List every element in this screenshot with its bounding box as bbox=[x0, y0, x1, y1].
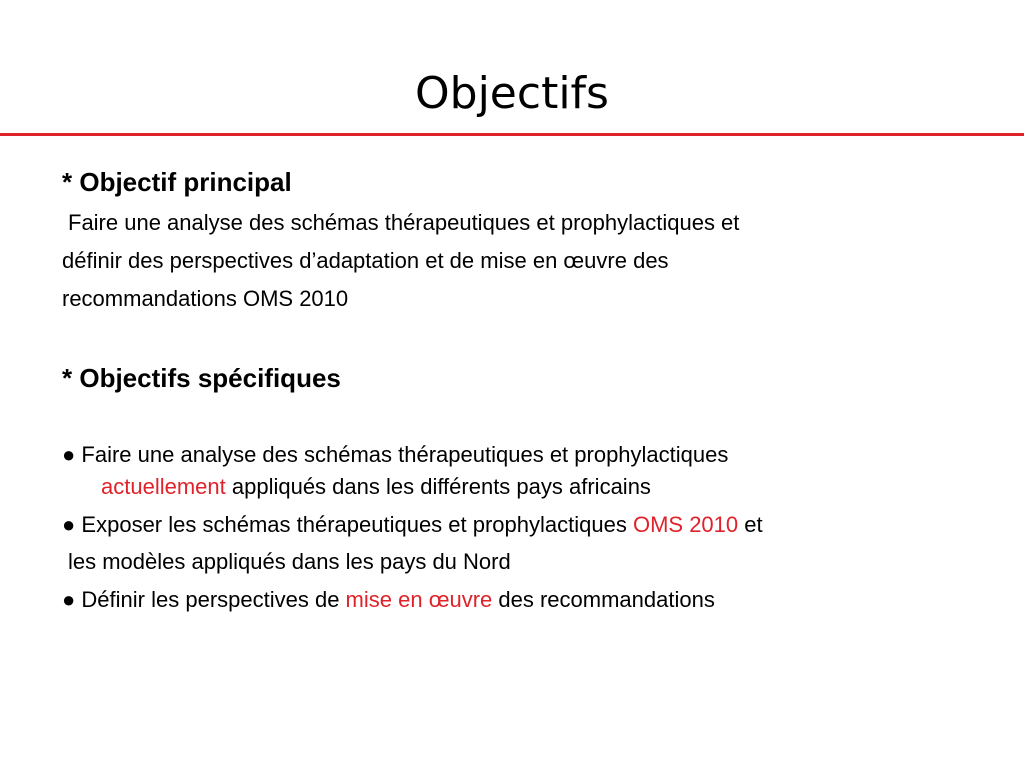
bullet-icon: ● bbox=[62, 512, 76, 537]
specifiques-heading: * Objectifs spécifiques bbox=[62, 363, 341, 393]
bullet-item-2-text: Exposer les schémas thérapeutiques et prophylactiques bbox=[81, 512, 633, 537]
bullet-item-3-after: des recommandations bbox=[492, 587, 715, 612]
bullet-item-3-text: Définir les perspectives de bbox=[81, 587, 346, 612]
slide-title: Objectifs bbox=[415, 68, 609, 119]
title-divider bbox=[0, 133, 1024, 136]
bullet-item-1-line-1 bbox=[62, 440, 728, 470]
principal-line-2: définir des perspectives d’adaptation et de mise en œuvre des bbox=[62, 248, 669, 273]
principal-line-3: recommandations OMS 2010 bbox=[62, 286, 349, 311]
bullet-item-2-line-2: les modèles appliqués dans les pays du Nord bbox=[68, 549, 511, 574]
principal-line-1: Faire une analyse des schémas thérapeutiques et prophylactiques et bbox=[68, 210, 740, 235]
bullet-item-2-highlight: OMS 2010 bbox=[632, 512, 739, 537]
bullet-item-3 bbox=[62, 585, 715, 615]
bullet-item-1-text: Faire une analyse des schémas thérapeutiques et prophylactiques bbox=[81, 442, 729, 467]
bullet-item-1-highlight: actuellement bbox=[101, 474, 226, 499]
bullet-item-3-highlight: mise en œuvre bbox=[345, 587, 493, 612]
bullet-item-2-line-1 bbox=[62, 510, 763, 540]
bullet-icon: ● bbox=[62, 587, 76, 612]
principal-heading: * Objectif principal bbox=[62, 167, 292, 197]
bullet-icon: ● bbox=[62, 442, 76, 467]
bullet-item-1-rest: appliqués dans les différents pays africains bbox=[225, 474, 651, 499]
bullet-item-1-line-2 bbox=[101, 472, 651, 502]
bullet-item-2-after: et bbox=[738, 512, 763, 537]
